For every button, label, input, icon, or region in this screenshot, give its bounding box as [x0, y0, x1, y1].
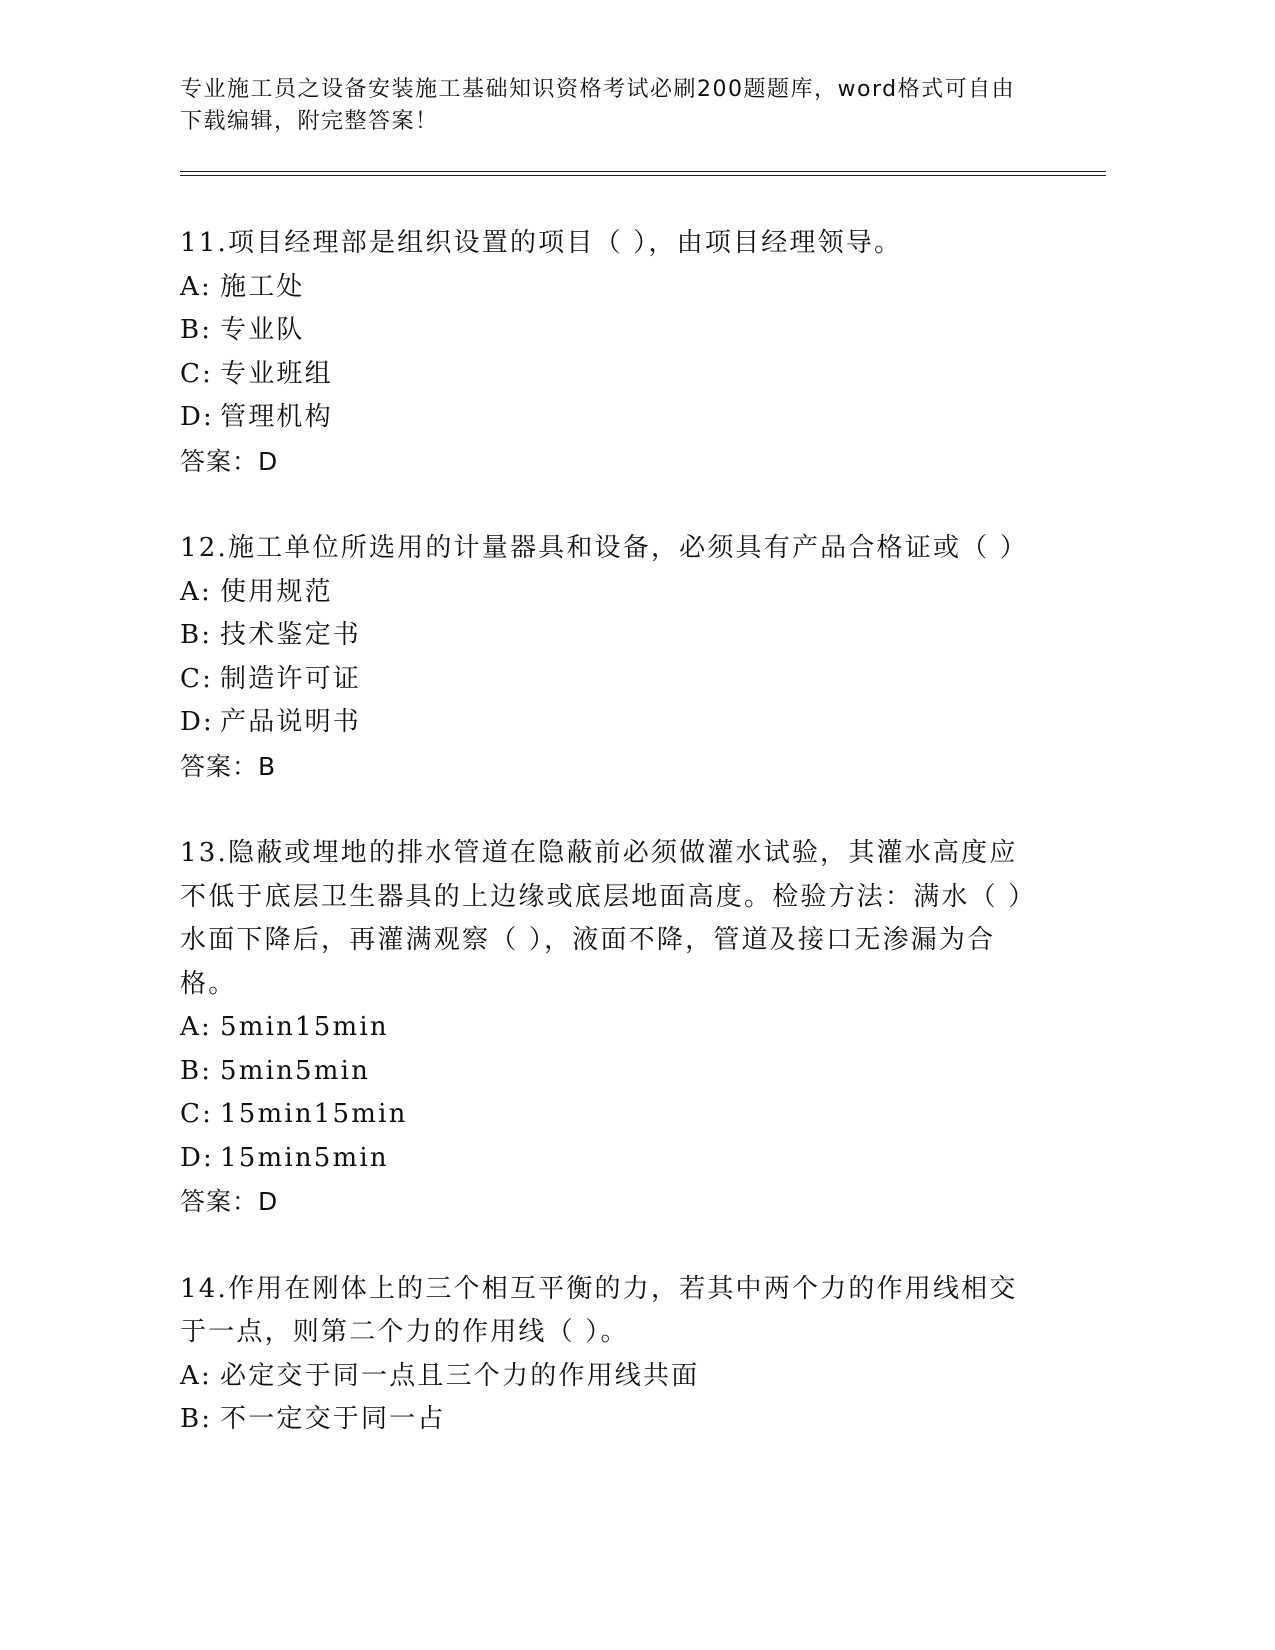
answer-line: 答案：B — [180, 751, 277, 781]
option-b — [180, 309, 1040, 353]
header-line-1: 专业施工员之设备安装施工基础知识资格考试必刷200题题库，word格式可自由 — [180, 77, 1016, 102]
option-text: 5min5min — [220, 1055, 371, 1086]
option-text: 专业班组 — [220, 358, 333, 389]
option-letter: C: — [180, 1099, 214, 1129]
question-12 — [180, 527, 1040, 788]
answer-line: 答案：D — [180, 446, 279, 476]
answer-line: 答案：D — [180, 1187, 279, 1216]
option-letter: A: — [180, 576, 212, 607]
header-line-2: 下载编辑，附完整答案！ — [180, 109, 439, 134]
option-letter: B: — [180, 1055, 213, 1086]
question-stem: 13.隐蔽或埋地的排水管道在隐蔽前必须做灌水试验，其灌水高度应不低于底层卫生器具的上边缘或底层地面高度。检验方法：满水（ ）水面下降后，再灌满观察（ ），液面不降，管道及接口无渗漏为合格。 — [180, 838, 1037, 999]
option-letter: A: — [180, 1012, 212, 1042]
option-letter: B: — [180, 1404, 213, 1434]
option-text: 必定交于同一点且三个力的作用线共面 — [220, 1360, 700, 1391]
option-d — [180, 396, 1040, 440]
option-letter: D: — [180, 402, 215, 432]
question-stem: 14.作用在刚体上的三个相互平衡的力，若其中两个力的作用线相交于一点，则第二个力的作用线（ ）。 — [180, 1273, 1018, 1347]
option-text: 5min15min — [220, 1012, 389, 1042]
option-text: 不一定交于同一占 — [220, 1404, 446, 1434]
option-text: 15min5min — [220, 1142, 389, 1173]
document-header — [180, 74, 1060, 138]
option-a — [180, 1006, 1040, 1050]
option-text: 使用规范 — [220, 576, 333, 607]
option-letter: A: — [180, 1360, 212, 1391]
option-c — [180, 1093, 1040, 1137]
option-letter: C: — [180, 358, 214, 389]
option-c — [180, 658, 1040, 702]
option-b — [180, 1398, 1040, 1442]
question-11 — [180, 222, 1040, 483]
option-text: 制造许可证 — [220, 663, 362, 694]
option-c — [180, 353, 1040, 397]
option-a — [180, 571, 1040, 615]
option-letter: B: — [180, 620, 213, 650]
option-d — [180, 1137, 1040, 1181]
header-divider-top — [180, 171, 1106, 172]
option-letter: C: — [180, 663, 214, 694]
question-stem: 11.项目经理部是组织设置的项目（ ），由项目经理领导。 — [180, 228, 903, 258]
option-text: 技术鉴定书 — [220, 620, 362, 650]
option-letter: A: — [180, 271, 212, 302]
option-a — [180, 1355, 1040, 1399]
question-13 — [180, 832, 1040, 1224]
option-a — [180, 266, 1040, 310]
option-letter: D: — [180, 1142, 215, 1173]
option-text: 管理机构 — [220, 402, 333, 432]
question-stem: 12.施工单位所选用的计量器具和设备，必须具有产品合格证或（ ） — [180, 533, 1029, 563]
question-list — [180, 222, 1040, 1486]
option-text: 15min15min — [220, 1099, 408, 1129]
option-text: 产品说明书 — [220, 707, 362, 737]
option-text: 施工处 — [220, 271, 305, 302]
option-letter: D: — [180, 707, 215, 737]
option-text: 专业队 — [220, 315, 305, 345]
option-b — [180, 1050, 1040, 1094]
option-letter: B: — [180, 315, 213, 345]
header-divider-bottom — [180, 175, 1106, 176]
option-b — [180, 614, 1040, 658]
option-d — [180, 701, 1040, 745]
question-14 — [180, 1268, 1040, 1442]
